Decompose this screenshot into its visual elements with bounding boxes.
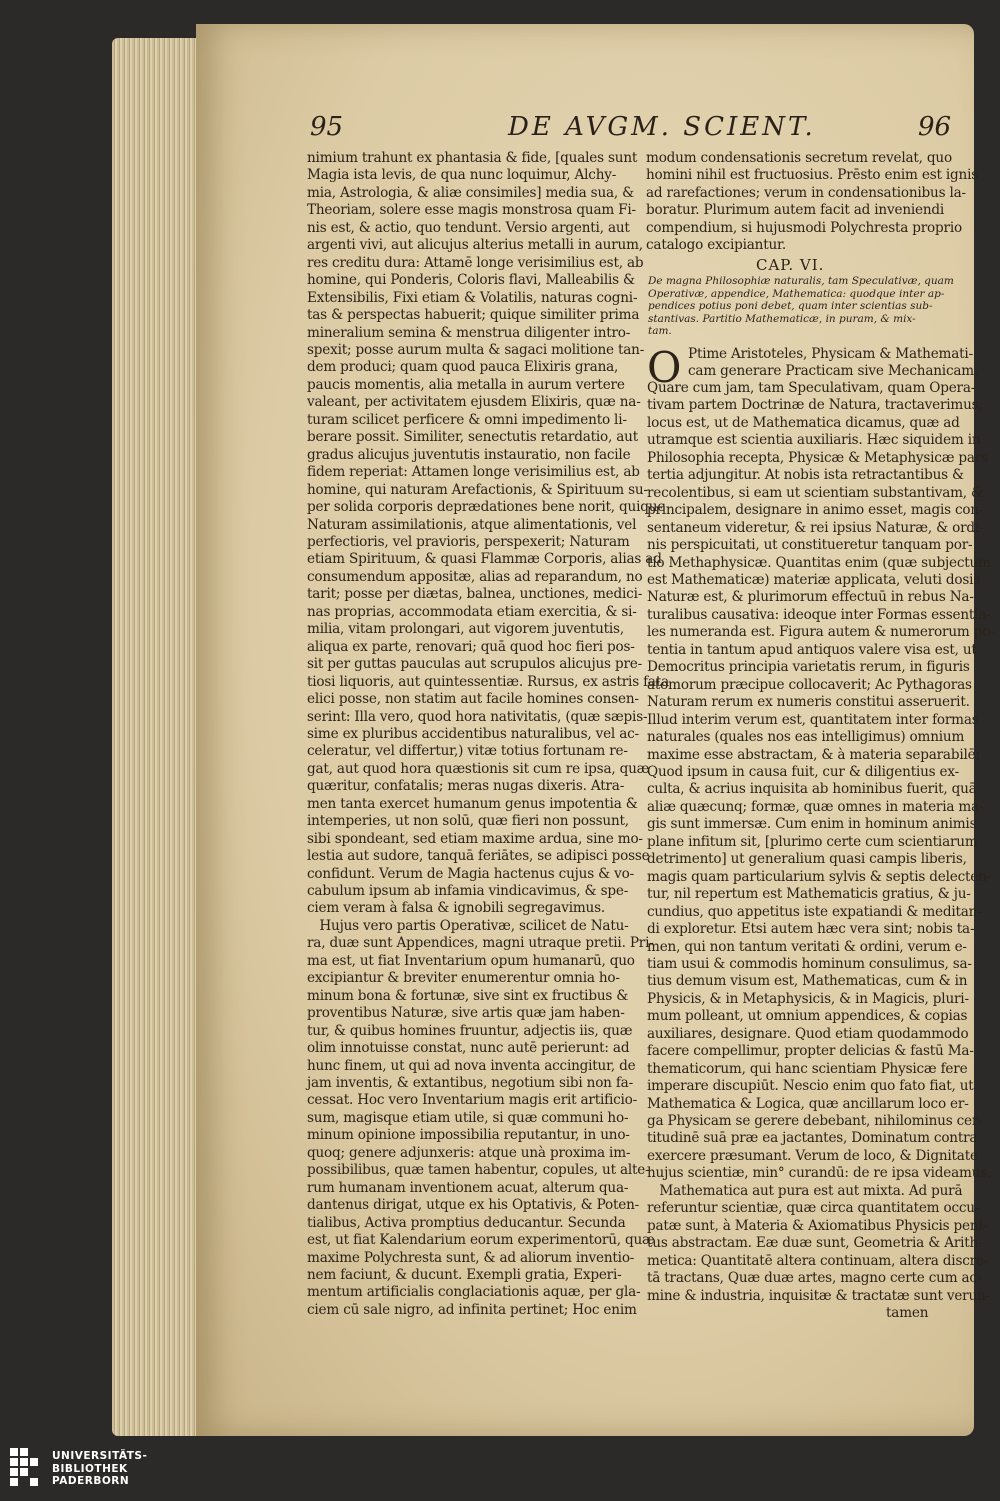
- chapter-summary: De magna Philosophiæ naturalis, tam Speculativæ, quam Operativæ, appendice, Mathematica: quodque inter ap- pendices potius poni debet, quam inter scientias sub- stantivas. Partitio Mathematicæ, in puram, & mix- tam.: [648, 275, 954, 337]
- drop-cap: O: [647, 343, 682, 392]
- right-column-body-text: Quare cum jam, tam Speculativam, quam Opera- tivam partem Doctrinæ de Natura, tractaverimus, locus est, ut de Mathematica dicamus, quæ ad utramque est scientia auxiliaris. Hæc siquidem in Philosophia recepta, Physicæ & Metaphysicæ pars tertia adjungitur. At nobis ista retractantibus & recolentibus, si eam ut scientiam substantivam, & principalem, designare in animo esset, magis con- sentaneum videretur, & rei ipsius Naturæ, & ordi- nis perspicuitati, ut constitueretur tanquam por- tio Methaphysicæ. Quantitas enim (quæ subjectum est Mathematicæ) materiæ applicata, veluti dosis Naturæ est, & plurimorum effectuū in rebus Na- turalibus causativa: ideoque inter Formas essentia- les numeranda est. Figura autem & numerorum po- tentia in tantum apud antiquos valere visa est, ut Democritus principia varietatis rerum, in figuris atomorum præcipue collocaverit; Ac Pythagoras Naturam rerum ex numeris constitui asseruerit. Illud interim verum est, quantitatem inter formas naturales (quales nos eas intelligimus) omnium maxime esse abstractam, & à materia separabilē; Quod ipsum in causa fuit, cur & diligentius ex- culta, & acrius inquisita ab hominibus fuerit, quā aliæ quæcunq; formæ, quæ omnes in materia ma- gis sunt immersæ. Cum enim in hominum animis plane infitum sit, [plurimo certe cum scientiarum detrimento] ut generalium quasi campis liberis, magis quam particularium sylvis & septis delecten- tur, nil repertum est Mathematicis gratius, & ju- cundius, quo appetitus iste expatiandi & meditan- di exploretur. Etsi autem hæc vera sint; nobis ta- men, qui non tantum veritati & ordini, verum e- tiam usui & commodis hominum consulimus, sa- tius demum visum est, Mathematicas, cum & in Physicis, & in Metaphysicis, & in Magicis, pluri- mum polleant, ut omnium appendices, & copias auxiliares, designare. Quod etiam quodammodo facere compellimur, propter delicias & fastū Ma- thematicorum, qui hanc scientiam Physicæ fere imperare discupiūt. Nescio enim quo fato fiat, ut Mathematica & Logica, quæ ancillarum loco er- ga Physicam se gerere debebant, nihilominus cer- titudinē suā præ ea jactantes, Dominatum contra exercere præsumant. Verum de loco, & Dignitate hujus scientiæ, min° curandū: de re ipsa videamus. Mathematica aut pura est aut mixta. Ad purā referuntur scientiæ, quæ circa quantitatem occu- patæ sunt, à Materia & Axiomatibus Physicis peni- tus abstractam. Eæ duæ sunt, Geometria & Arith- metica: Quantitatē altera continuam, altera discre- tā tractans, Quæ duæ artes, magno certe cum ac- mine & industria, inquisitæ & tractatæ sunt verun- tamen: [647, 380, 995, 1322]
- chapter-heading: CAP. VI.: [756, 256, 825, 274]
- running-title: DE AVGM. SCIENT.: [508, 112, 816, 142]
- right-column-top-text: modum condensationis secretum revelat, quo homini nihil est fructuosius. Prēsto enim est ignis ad rarefactiones; verum in condensationibus la- boratur. Plurimum autem facit ad inveniendi compendium, si hujusmodi Polychresta proprio catalogo excipiantur.: [646, 150, 979, 254]
- left-column-text: nimium trahunt ex phantasia & fide, [quales sunt Magia ista levis, de qua nunc loquimur, Alchy- mia, Astrologia, & aliæ consimiles] media sua, & Theoriam, solere esse magis monstrosa quam Fi- nis est, & actio, quo tendunt. Versio argenti, aut argenti vivi, aut alicujus alterius metalli in aurum, res creditu dura: Attamē longe verisimilius est, ab homine, qui Ponderis, Coloris flavi, Malleabilis & Extensibilis, Fixi etiam & Volatilis, naturas cogni- tas & perspectas habuerit; quique similiter prima mineralium semina & menstrua diligenter intro- spexit; posse aurum multa & sagaci molitione tan- dem produci; quam quod pauca Elixiris grana, paucis momentis, alia metalla in aurum vertere valeant, per activitatem ejusdem Elixiris, quæ na- turam scilicet perficere & omni impedimento li- berare possit. Similiter, senectutis retardatio, aut gradus alicujus juventutis instauratio, non facile fidem reperiat: Attamen longe verisimilius est, ab homine, qui naturam Arefactionis, & Spirituum per solida corporis deprædationes bene norit, Naturam assimilationis, atque alimentationis, vel perfectioris, vel pravioris, perspexerit; Naturam etiam Spirituum, & quasi Flammæ Corporis, alias consumendum appositæ, alias ad reparandum, no tarit; posse per diætas, balnea, unctiones, medici- nas proprias, accommodata etiam exercitia, & si- milia, vitam prolongari, aut vigorem juventutis, aliqua ex parte, renovari; quā quod hoc fieri pos- sit per guttas pauculas aut scrupulos alicujus pre- tiosi liquoris, aut quintessentiæ. Rursus, ex astris elici posse, non statim aut facile homines consen- serint: Illa vero, quod hora nativitatis, (quæ sæpis- sime ex pluribus accidentibus naturalibus, vel ac- celeratur, vel differtur,) vitæ totius fortunam re- gat, aut quod hora quæstionis sit cum re ipsa, quæ quæritur, confatalis; meras nugas dixeris. Atra- men tanta exercet humanum genus impotentia & intemperies, ut non solū, quæ fieri non possunt, sibi spondeant, sed etiam maxime ardua, sine mo- lestia aut sudore, tanquā feriātes, se adipisci posse confidunt. Verum de Magia hactenus cujus & vo- cabulum ipsum ab infamia vindicavimus, & spe- ciem veram à falsa & ignobili segregavimus. Hujus vero partis Operativæ, scilicet de Natu- ra, duæ sunt Appendices, magni utraque pretii. ma est, ut fiat Inventarium opum humanarū, quo excipiantur & breviter enumerentur omnia ho- minum bona & fortunæ, sive sint ex fructibus & proventibus Naturæ, sive artis quæ jam haben- tur, & quibus homines fruuntur, adjectis iis, quæ olim innotuisse constat, nunc autē perierunt: ad hunc finem, ut qui ad nova inventa accingitur, de jam inventis, & extantibus, negotium sibi non fa- cessat. Hoc vero Inventarium magis erit artificio- sum, magisque etiam utile, si quæ communi ho- minum opinione impossibilia reputantur, in uno- quoq; genere adjunxeris: atque unà proxima im- possibilibus, quæ tamen habentur, copules, ut alte- rum humanam inventionem acuat, alterum qua- dantenus dirigat, utque ex his Optativis, & Poten- tialibus, Activa promptius deducantur. Secunda est, ut fiat Kalendarium eorum experimentorū, maxime Polychresta sunt, & ad aliorum inventio- nem faciunt, & ducunt. Exempli gratia, Experi- mentum artificialis conglaciationis aquæ, per gla- ciem cū sale nigro, ad infinita pertinet; Hoc enim: [307, 150, 650, 1318]
- page-number-left: 95: [310, 112, 344, 142]
- book-page-edges: [112, 38, 204, 1436]
- page-number-right: 96: [918, 112, 952, 142]
- library-logo-text: UNIVERSITÄTS- BIBLIOTHEK PADERBORN: [52, 1450, 148, 1488]
- library-emblem-icon: [10, 1448, 46, 1490]
- library-logo: [10, 1448, 147, 1490]
- chapter-intro-text: Ptime Aristoteles, Physicam & Mathemati- cam generare Practicam sive Mechanicam.: [688, 346, 979, 380]
